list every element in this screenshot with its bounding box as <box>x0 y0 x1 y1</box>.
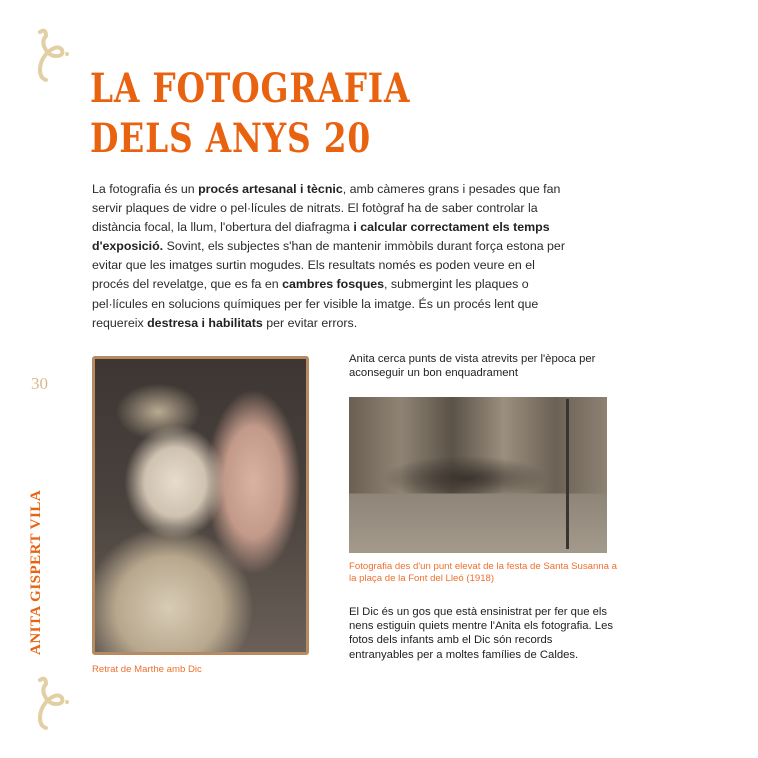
side-author-title: ANITA GISPERT VILA <box>28 489 44 655</box>
dic-text: El Dic és un gos que està ensinistrat per fer que els nens estiguin quiets mentre l'Anita els fotografia. Les fotos dels infants amb el Dic són records entranyables per a moltes famílies de Caldes. <box>349 606 614 661</box>
intro-seg: , amb càmeres grans i pesades que fan servir plaques de vidre o pel·lícules de nitrats. El fotògraf ha de saber controlar la distància focal, la llum, l'obertura del diafragma <box>92 182 561 235</box>
title-line-2: DELS ANYS 20 <box>90 115 372 162</box>
intro-seg: Sovint, els subjectes s'han de mantenir immòbils durant força estona per evitar que les imatges surtin mogudes. Els resultats només es poden veure en el procés del revelatge, que es fa en <box>92 239 565 292</box>
intro-seg: , submergint les plaques o pel·lícules en solucions químiques per fer visible la imatge. És un procés lent que requereix <box>92 277 539 330</box>
intro-seg: La fotografia és un <box>92 182 199 196</box>
portrait-caption: Retrat de Marthe amb Dic <box>92 664 202 675</box>
intro-bold: procés artesanal i tècnic <box>198 182 343 196</box>
viewpoint-text: Anita cerca punts de vista atrevits per l'època per aconseguir un bon enquadrament <box>349 353 596 380</box>
page-number: 30 <box>31 374 48 393</box>
intro-paragraph <box>92 180 572 333</box>
title-line-1: LA FOTOGRAFIA <box>90 65 411 112</box>
ornament-flourish-icon <box>30 26 70 86</box>
intro-bold: destresa i habilitats <box>147 315 263 330</box>
page-title <box>90 64 410 164</box>
intro-bold: i calcular correctament els temps d'exposició. <box>92 220 550 254</box>
festival-square-photo <box>349 397 607 553</box>
intro-seg: per evitar errors. <box>262 315 358 330</box>
lamppost-detail <box>566 399 569 549</box>
portrait-photo-girl-with-dog <box>92 356 309 655</box>
intro-bold: cambres fosques <box>282 277 385 292</box>
festival-caption: Fotografia des d'un punt elevat de la festa de Santa Susanna a la plaça de la Font del Lleó (1918) <box>349 561 617 584</box>
ornament-flourish-icon <box>30 674 70 734</box>
